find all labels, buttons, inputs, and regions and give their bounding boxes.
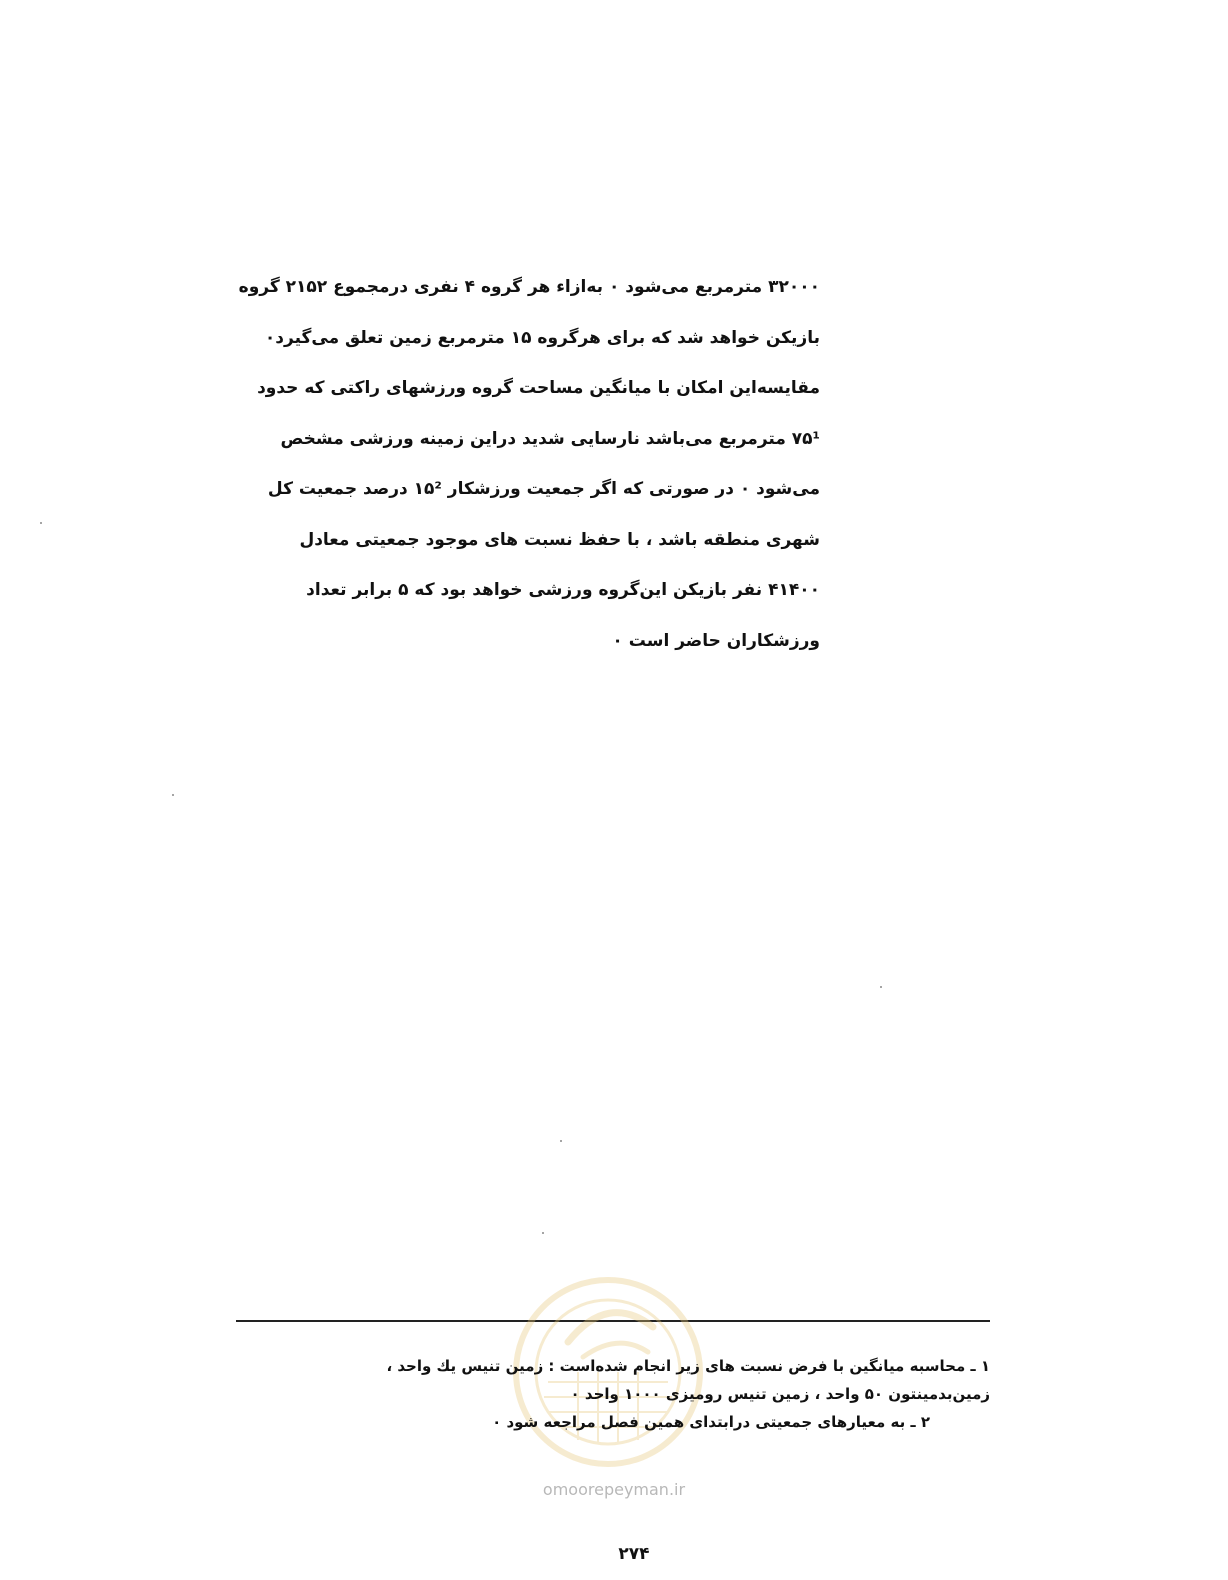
scan-speck (560, 1140, 562, 1142)
scan-speck (542, 1232, 544, 1234)
body-line: ۴۱۴۰۰ نفر بازیکن این‌گروه ورزشی خواهد بود که ۵ برابر تعداد (306, 580, 820, 600)
scan-speck (40, 522, 42, 524)
scan-speck (880, 986, 882, 988)
body-paragraph (228, 262, 820, 666)
body-line: مقایسه‌این امکان با میانگین مساحت گروه ورزشهای راکتی که حدود (257, 378, 820, 398)
watermark-url: omoorepeyman.ir (542, 1480, 686, 1499)
footnotes (236, 1352, 990, 1436)
body-line: ۷۵¹ مترمربع می‌باشد نارسایی شدید دراین زمینه ورزشی مشخص (280, 428, 820, 449)
body-line: ورزشکاران حاضر است ۰ (612, 630, 820, 651)
footnote-1-continued: زمین‌بدمینتون ۵۰ واحد ، زمین تنیس رومیزی ۱۰۰۰ واحد ۰ (570, 1385, 990, 1403)
body-line: بازیکن خواهد شد که برای هرگروه ۱۵ مترمربع زمین تعلق می‌گیرد۰ (264, 327, 820, 348)
footnote-2: ۲ ـ به معیارهای جمعیتی درابتدای همین فصل مراجعه شود ۰ (492, 1413, 930, 1431)
footnote-1: ۱ ـ محاسبه میانگین با فرض نسبت های زیر انجام شده‌است : زمین تنیس یك واحد ، (386, 1357, 990, 1375)
body-line: شهری منطقه باشد ، با حفظ نسبت های موجود جمعیتی معادل (299, 529, 820, 550)
body-line: ۳۲۰۰۰ مترمربع می‌شود ۰ به‌ازاء هر گروه ۴ نفری درمجموع ۲۱۵۲ گروه (238, 277, 820, 297)
body-line: می‌شود ۰ در صورتی که اگر جمعیت ورزشکار ۱۵² درصد جمعیت کل (267, 479, 820, 499)
page-number: ۲۷۴ (618, 1544, 650, 1564)
scan-speck (172, 794, 174, 796)
